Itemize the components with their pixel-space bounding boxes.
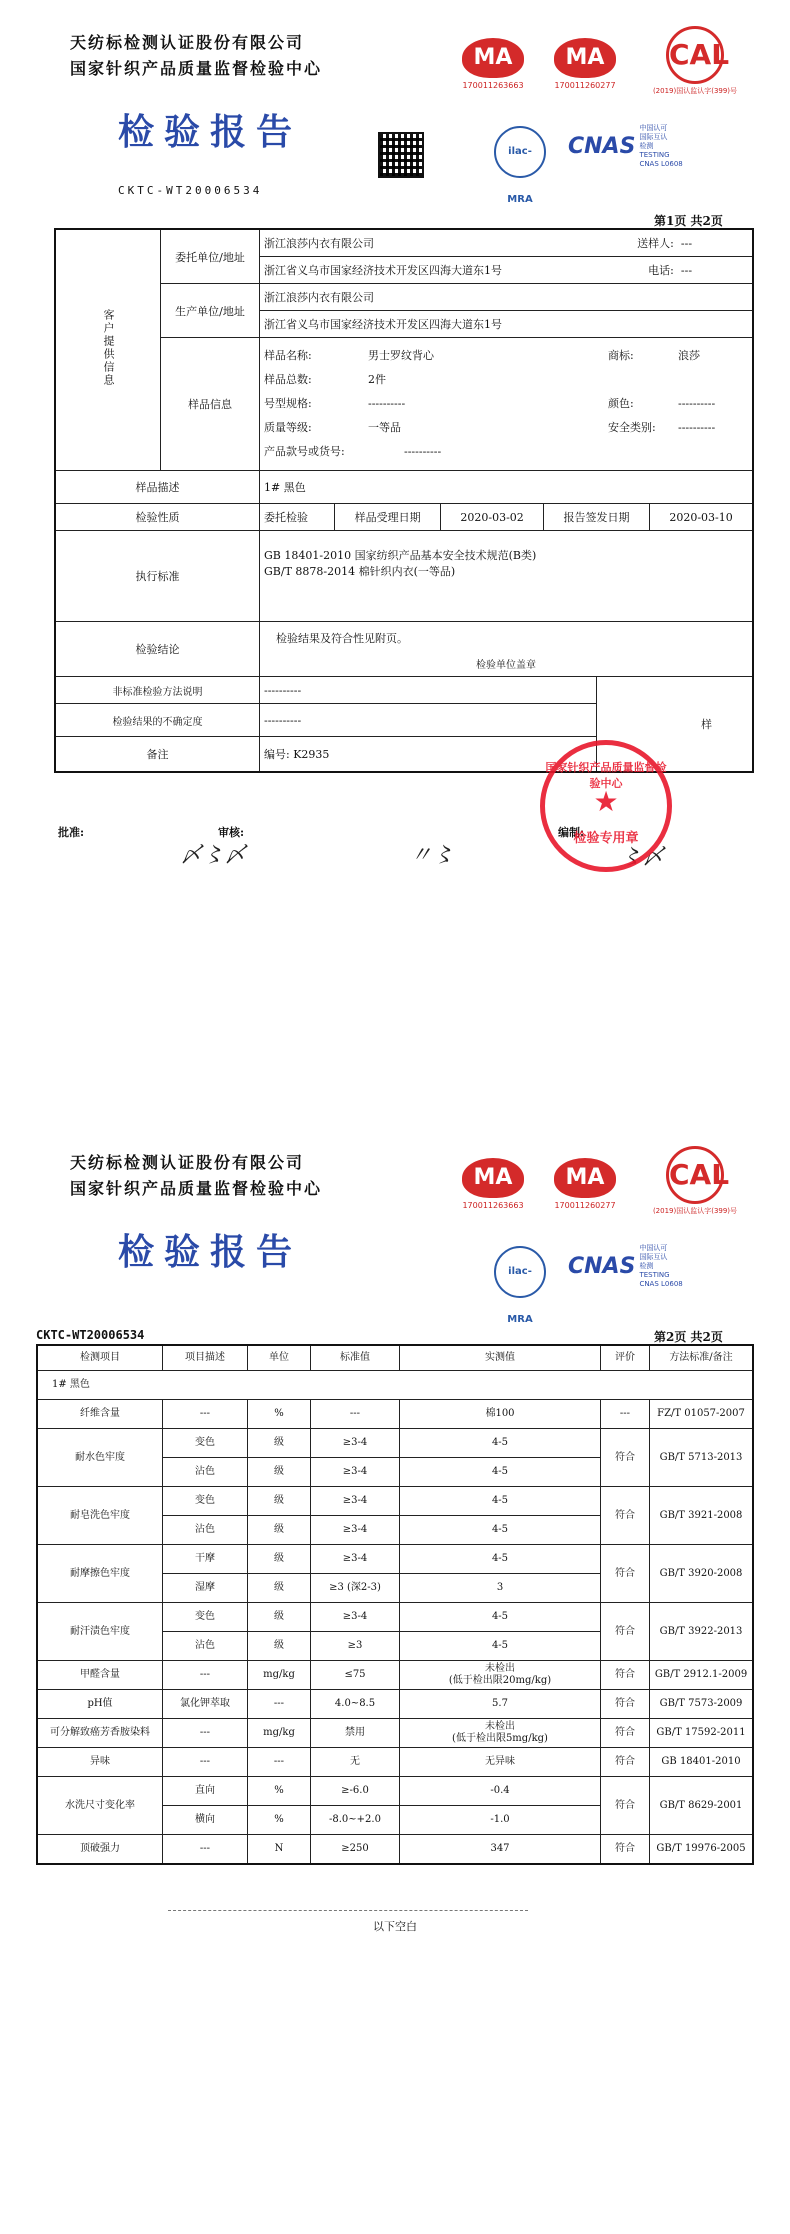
cma-icon: MA <box>462 1158 524 1198</box>
side-label: 客户提供信息 <box>55 229 161 471</box>
cnas-logo: CNAS 中国认可 国际互认 检测 TESTING CNAS L0608 <box>568 124 683 168</box>
report-page-2 <box>0 1120 790 2234</box>
cal-logo: CAL (2019)国认监认字(399)号 <box>650 26 740 96</box>
center-name: 国家针织产品质量监督检验中心 <box>70 59 323 78</box>
conclusion: 检验结果及符合性见附页。 检验单位盖章 <box>260 622 754 677</box>
ilac-icon: ilac-MRA <box>494 126 546 178</box>
sample-name: 男士罗纹背心 <box>368 349 434 362</box>
sample-info-label: 样品信息 <box>161 338 260 471</box>
cma-logo-2: MA 170011260277 <box>554 38 616 90</box>
client-address: 浙江省义乌市国家经济技术开发区四海大道东1号 <box>264 264 502 277</box>
cnas-logo: CNAS 中国认可 国际互认 检测 TESTING CNAS L0608 <box>568 1244 683 1288</box>
inspection-nature: 委托检验 <box>260 504 335 531</box>
producer-address: 浙江省义乌市国家经济技术开发区四海大道东1号 <box>260 311 754 338</box>
issued-date: 2020-03-10 <box>650 504 753 531</box>
page-number: 第2页 共2页 <box>654 1330 723 1344</box>
report-title: 检验报告 <box>118 1231 303 1273</box>
qr-code-icon <box>378 132 424 178</box>
cma-logo-1: MA 170011263663 <box>462 1158 524 1210</box>
reviewer-signature: 〃〻 <box>410 843 455 868</box>
remark: 编号: K2935 <box>260 737 597 773</box>
table-row: 耐皂洗色牢度 变色 级 ≥3-4 4-5 符合 GB/T 3921-2008 <box>37 1487 753 1516</box>
center-name: 国家针织产品质量监督检验中心 <box>70 1179 323 1198</box>
table-row: 异味 --- --- 无 无异味 符合 GB 18401-2010 <box>37 1748 753 1777</box>
table-row: 耐摩擦色牢度 干摩 级 ≥3-4 4-5 符合 GB/T 3920-2008 <box>37 1545 753 1574</box>
table-row: 沾色 级 ≥3-4 4-5 <box>37 1458 753 1487</box>
ilac-logo <box>494 126 546 205</box>
standards: GB 18401-2010 国家纺织产品基本安全技术规范(B类) GB/T 8878-2014 棉针织内衣(一等品) <box>260 531 754 622</box>
cma-logo-2: MA 170011260277 <box>554 1158 616 1210</box>
report-info-table: 客户提供信息 委托单位/地址 浙江浪莎内衣有限公司 送样人: --- 浙江省义乌市国家经济技术开发区四海大道东1号 电话: --- 生产单位/地址 浙江浪莎内衣有限公司 浙江省义乌市国家经济技术开发区四海大道东1号 样品信息 样品名称: 男士罗纹背心 商标: 浪莎 样品总数: 2件 号型规格: ---------- 颜色: ---------- 质量等级: 一等品 安全类别: ---------- 产品款号或货号: ---------- 样品描述 1# 黑色 检验性质 委托检验 样品受理日期 2020-03-02 报告签发日期 2020-03-10 执行标准 GB 18401-2010 国家纺织产品基本安全技术规范(B类) GB/T 8878-2014 棉针织内衣(一等品) 检验结论 检验结果及符合性见附页。 检验单位盖章 非标准检验方法说明 ---------- 样 检验结果的不确定度 ---------- 备注 编号: K2935 <box>54 228 754 773</box>
table-row: pH值 氯化钾萃取 --- 4.0~8.5 5.7 符合 GB/T 7573-2009 <box>37 1690 753 1719</box>
cma-icon: MA <box>462 38 524 78</box>
table-row: 纤维含量 --- % --- 棉100 --- FZ/T 01057-2007 <box>37 1400 753 1429</box>
grade: 一等品 <box>368 421 401 434</box>
table-row: 耐汗渍色牢度 变色 级 ≥3-4 4-5 符合 GB/T 3922-2013 <box>37 1603 753 1632</box>
table-header: 检测项目 项目描述 单位 标准值 实测值 评价 方法标准/备注 <box>37 1345 753 1371</box>
table-row: 沾色 级 ≥3-4 4-5 <box>37 1516 753 1545</box>
sample-desc: 1# 黑色 <box>260 471 754 504</box>
approver-signature: 〆〻〆 <box>180 843 247 868</box>
report-code: CKTC-WT20006534 <box>36 1328 145 1342</box>
compiler-signature: 〻〆 <box>620 845 665 870</box>
company-name: 天纺标检测认证股份有限公司 <box>70 33 305 52</box>
signature-row: 批准: 审核: 编制: <box>58 826 585 839</box>
inspection-stamp: 国家针织产品质量监督检验中心 ★ 检验专用章 <box>540 740 672 872</box>
ilac-icon: ilac-MRA <box>494 1246 546 1298</box>
table-row: 1# 黑色 <box>37 1371 753 1400</box>
report-code: CKTC-WT20006534 <box>118 184 263 197</box>
client-label: 委托单位/地址 <box>161 229 260 284</box>
cal-icon: CAL <box>666 26 724 84</box>
end-note: 以下空白 <box>373 1920 417 1933</box>
report-page-1 <box>0 0 790 1040</box>
star-icon: ★ <box>593 785 619 818</box>
table-row: 沾色 级 ≥3 4-5 <box>37 1632 753 1661</box>
cma-icon: MA <box>554 38 616 78</box>
table-row: 湿摩 级 ≥3 (深2-3) 3 <box>37 1574 753 1603</box>
cnas-icon: CNAS <box>568 134 636 159</box>
cnas-icon: CNAS <box>568 1254 636 1279</box>
sample-desc-label: 样品描述 <box>55 471 260 504</box>
table-row: 耐水色牢度 变色 级 ≥3-4 4-5 符合 GB/T 5713-2013 <box>37 1429 753 1458</box>
divider <box>168 1910 528 1911</box>
company-name: 天纺标检测认证股份有限公司 <box>70 1153 305 1172</box>
received-date: 2020-03-02 <box>441 504 544 531</box>
results-table <box>36 1344 754 1865</box>
cal-logo: CAL (2019)国认监认字(399)号 <box>650 1146 740 1216</box>
report-title: 检验报告 <box>118 111 303 153</box>
cal-icon: CAL <box>666 1146 724 1204</box>
producer-label: 生产单位/地址 <box>161 284 260 338</box>
page-number: 第1页 共2页 <box>654 214 723 228</box>
table-row: 顶破强力 --- N ≥250 347 符合 GB/T 19976-2005 <box>37 1835 753 1865</box>
sample-info-block: 样品名称: 男士罗纹背心 商标: 浪莎 样品总数: 2件 号型规格: ---------- 颜色: ---------- 质量等级: 一等品 安全类别: ---------- 产品款号或货号: ---------- <box>260 338 754 471</box>
table-row: 水洗尺寸变化率 直向 % ≥-6.0 -0.4 符合 GB/T 8629-2001 <box>37 1777 753 1806</box>
brand: 浪莎 <box>678 349 700 362</box>
table-row: 甲醛含量 --- mg/kg ≤75 未检出 (低于检出限20mg/kg) 符合 GB/T 2912.1-2009 <box>37 1661 753 1690</box>
table-row: 可分解致癌芳香胺染料 --- mg/kg 禁用 未检出 (低于检出限5mg/kg) 符合 GB/T 17592-2011 <box>37 1719 753 1748</box>
cma-icon: MA <box>554 1158 616 1198</box>
sample-count: 2件 <box>368 373 386 386</box>
cma-logo-1: MA 170011263663 <box>462 38 524 90</box>
ilac-logo <box>494 1246 546 1325</box>
producer-name: 浙江浪莎内衣有限公司 <box>260 284 754 311</box>
table-row: 横向 % -8.0~+2.0 -1.0 <box>37 1806 753 1835</box>
client-name: 浙江浪莎内衣有限公司 <box>264 237 374 250</box>
